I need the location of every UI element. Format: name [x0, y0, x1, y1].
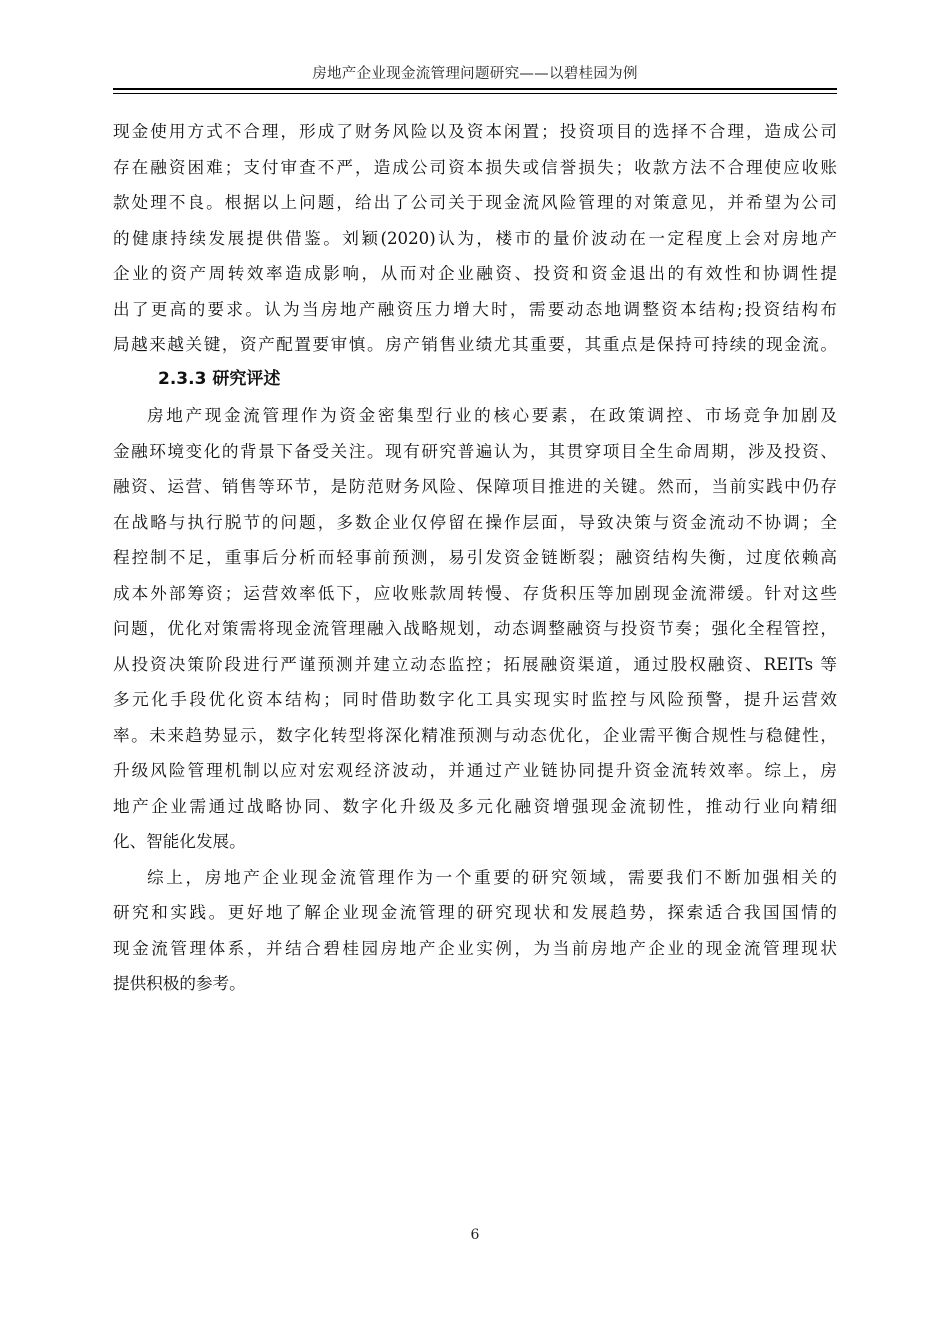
paragraph-line: 现金流管理体系，并结合碧桂园房地产企业实例，为当前房地产企业的现金流管理现状	[113, 938, 837, 958]
paragraph-line: 综上，房地产企业现金流管理作为一个重要的研究领域，需要我们不断加强相关的	[147, 867, 837, 887]
page-number: 6	[470, 1227, 480, 1243]
paragraph-line: 升级风险管理机制以应对宏观经济波动，并通过产业链协同提升资金流转效率。综上，房	[113, 761, 837, 780]
paragraph-line: 房地产现金流管理作为资金密集型行业的核心要素，在政策调控、市场竞争加剧及	[147, 406, 837, 425]
paragraph-line: 融资、运营、销售等环节，是防范财务风险、保障项目推进的关键。然而，当前实践中仍存	[113, 477, 837, 496]
paragraph-line: 金融环境变化的背景下备受关注。现有研究普遍认为，其贯穿项目全生命周期，涉及投资、	[113, 441, 837, 461]
document-body	[113, 114, 837, 1002]
paragraph-line: 在战略与执行脱节的问题，多数企业仅停留在操作层面，导致决策与资金流动不协调；全	[113, 512, 837, 532]
paragraph-line: 多元化手段优化资本结构；同时借助数字化工具实现实时监控与风险预警，提升运营效	[113, 690, 837, 709]
paragraph-line: 率。未来趋势显示，数字化转型将深化精准预测与动态优化，企业需平衡合规性与稳健性，	[113, 725, 837, 745]
paragraph-line: 存在融资困难；支付审查不严，造成公司资本损失或信誉损失；收款方法不合理使应收账	[113, 157, 837, 177]
paragraph-line: 程控制不足，重事后分析而轻事前预测，易引发资金链断裂；融资结构失衡，过度依赖高	[113, 548, 837, 567]
paragraph-line: 研究和实践。更好地了解企业现金流管理的研究现状和发展趋势，探索适合我国国情的	[113, 903, 837, 922]
paragraph-summary	[113, 860, 837, 1002]
header-rule-thin	[113, 93, 837, 94]
page-header-title: 房地产企业现金流管理问题研究——以碧桂园为例	[312, 66, 638, 82]
paragraph-line: 提供积极的参考。	[113, 974, 246, 993]
paragraph-line: 化、智能化发展。	[113, 832, 246, 851]
paragraph-line: 成本外部筹资；运营效率低下，应收账款周转慢、存货积压等加剧现金流滞缓。针对这些	[113, 583, 837, 603]
paragraph-line: 企业的资产周转效率造成影响，从而对企业融资、投资和资金退出的有效性和协调性提	[113, 264, 837, 283]
paragraph-line: 的健康持续发展提供借鉴。刘颖(2020)认为，楼市的量价波动在一定程度上会对房地产	[113, 228, 837, 248]
paragraph-continuation	[113, 114, 837, 363]
paragraph-line: 地产企业需通过战略协同、数字化升级及多元化融资增强现金流韧性，推动行业向精细	[113, 796, 837, 816]
paragraph-line: 现金使用方式不合理，形成了财务风险以及资本闲置；投资项目的选择不合理，造成公司	[113, 122, 837, 141]
header-rule-thick	[113, 88, 837, 90]
paragraph-line: 款处理不良。根据以上问题，给出了公司关于现金流风险管理的对策意见，并希望为公司	[113, 193, 837, 212]
paragraph-research-review	[113, 398, 837, 860]
section-heading: 2.3.3 研究评述	[158, 368, 281, 389]
paragraph-line: 从投资决策阶段进行严谨预测并建立动态监控；拓展融资渠道，通过股权融资、REITs 等	[113, 654, 837, 674]
paragraph-line: 出了更高的要求。认为当房地产融资压力增大时，需要动态地调整资本结构;投资结构布	[113, 299, 837, 319]
paragraph-line: 问题，优化对策需将现金流管理融入战略规划，动态调整融资与投资节奏；强化全程管控，	[113, 619, 837, 638]
paragraph-line: 局越来越关键，资产配置要审慎。房产销售业绩尤其重要，其重点是保持可持续的现金流。	[113, 335, 837, 354]
